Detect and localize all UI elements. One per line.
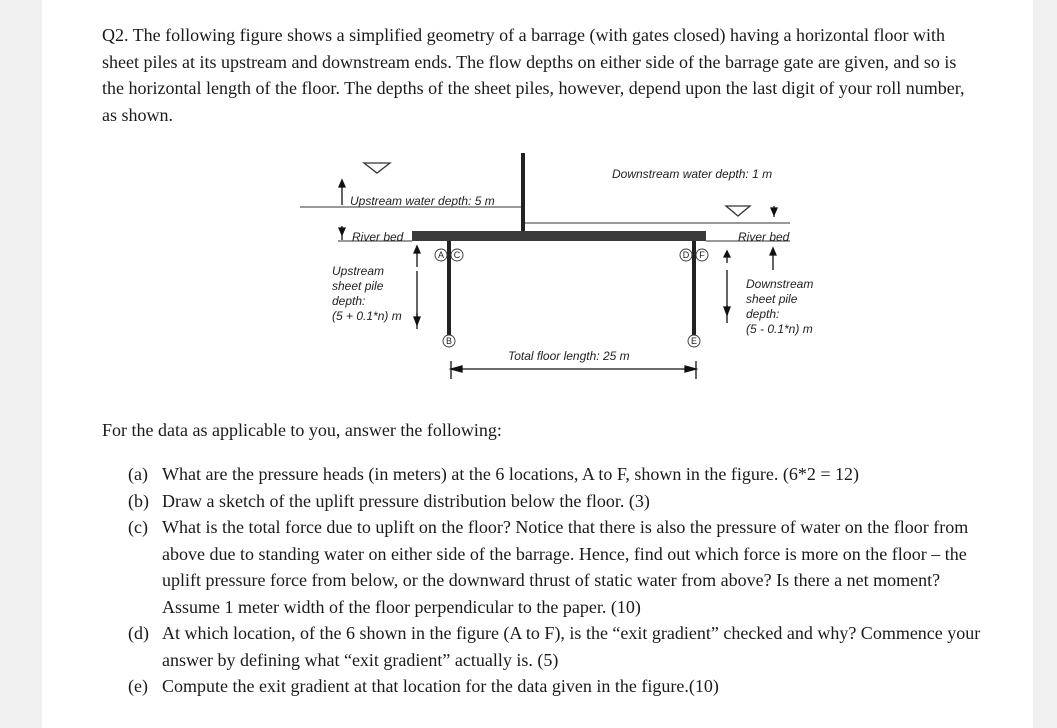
point-c-marker: C [453,250,461,260]
question-text: Draw a sketch of the uplift pressure distribution below the floor. (3) [162,490,650,511]
question-label: (c) [128,517,148,537]
river-bed-left-label: River bed [352,230,404,244]
point-a-marker: A [437,250,445,260]
upstream-pile-label-line3: depth: [332,294,366,308]
point-d-marker: D [682,250,690,260]
upstream-depth-label: Upstream water depth: 5 m [350,194,495,208]
point-f-marker: F [699,250,705,260]
point-b-marker: B [445,336,453,346]
barrage-gate [521,153,525,233]
upstream-water-level-icon [364,163,390,173]
downstream-pile-label-line2: sheet pile [746,292,798,306]
downstream-pile-label-line1: Downstream [746,277,814,291]
question-label: (b) [128,490,149,511]
downstream-pile-label-line3: depth: [746,307,780,321]
downstream-pile-label-line4: (5 - 0.1*n) m [746,322,813,336]
question-text: What is the total force due to uplift on the floor? Notice that there is also the pressure of water on the floor from above due to standing water on either side of the barrage. Hence, find out which force is more on the floor – the uplift pressure force from below, or the downward thrust of static water from above? Is there a net moment? Assume 1 meter width of the floor perpendicular to the paper. (10) [162,517,969,617]
downstream-sheet-pile [692,241,696,336]
document-page [42,0,1033,728]
upstream-pile-label-line2: sheet pile [332,279,384,293]
question-label: (a) [128,464,148,484]
question-text: At which location, of the 6 shown in the figure (A to F), is the “exit gradient” checked and why? Commence your answer by defining what “exit gradient” actually is. (5) [162,623,981,670]
question-item-a [128,461,988,488]
question-item-c [128,514,988,620]
question-label: (e) [128,676,148,696]
point-e-marker: E [690,336,698,346]
barrage-figure [282,145,862,395]
question-label: (d) [128,623,149,643]
upstream-pile-label-line1: Upstream [332,264,385,278]
downstream-depth-label: Downstream water depth: 1 m [612,167,773,181]
upstream-pile-label-line4: (5 + 0.1*n) m [332,309,402,323]
question-item-e [128,673,988,700]
river-bed-right-label: River bed [738,230,790,244]
downstream-water-level-icon [726,206,750,216]
question-item-b [128,488,988,515]
question-item-d [128,620,988,673]
question-intro: Q2. The following figure shows a simplified geometry of a barrage (with gates closed) having a horizontal floor with sheet piles at its upstream and downstream ends. The flow depths on either side of the barrage gate are given, and so is the horizontal length of the floor. The depths of the sheet piles, however, depend upon the last digit of your roll number, as shown. [102,25,965,125]
question-text: What are the pressure heads (in meters) at the 6 locations, A to F, shown in the figure. (6*2 = 12) [162,464,860,484]
questions-lead: For the data as applicable to you, answer the following: [102,420,502,440]
question-text: Compute the exit gradient at that location for the data given in the figure.(10) [162,676,719,696]
barrage-floor [412,231,706,241]
question-list [128,461,988,700]
upstream-sheet-pile [447,241,451,336]
floor-length-label: Total floor length: 25 m [508,349,630,363]
